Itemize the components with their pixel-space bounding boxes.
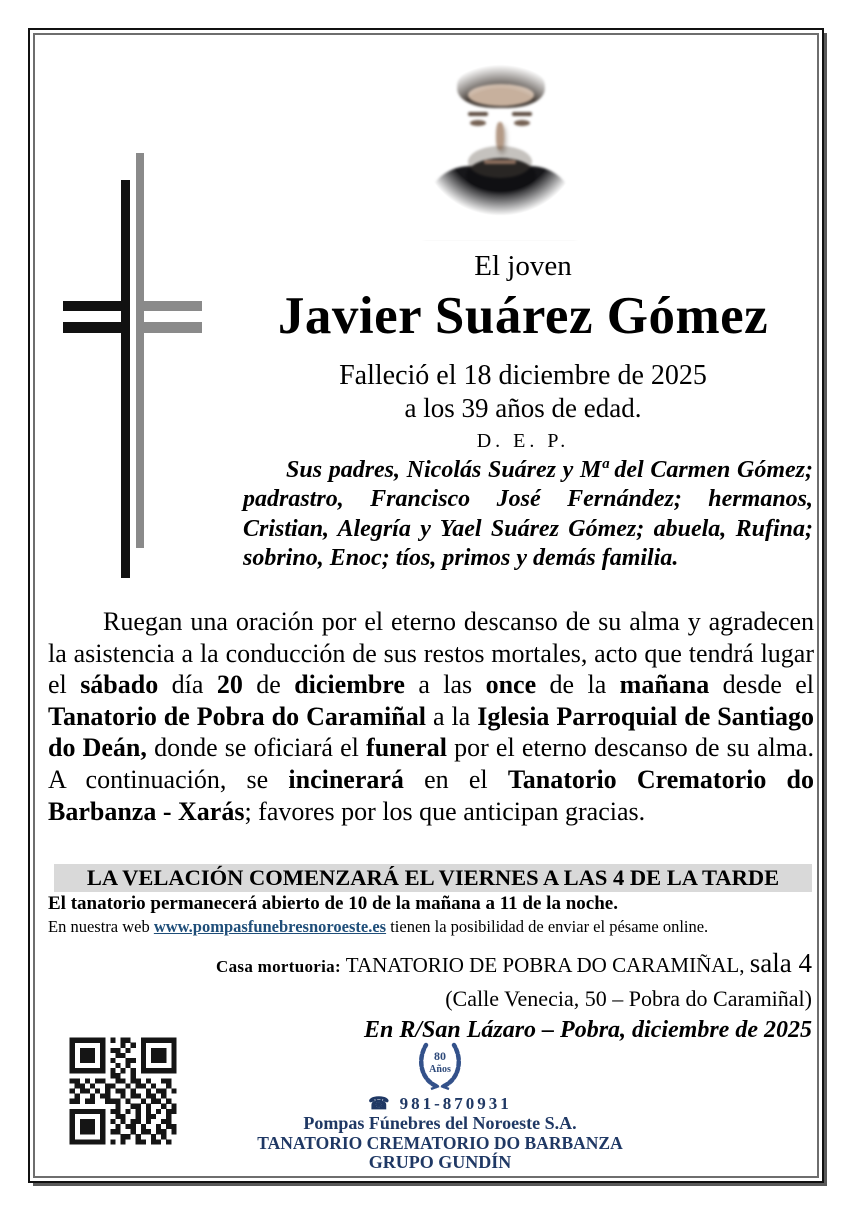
announcement-bold-segment: incinerará [288, 764, 404, 794]
cross-gray-vertical [136, 153, 144, 548]
company-name: Pompas Fúnebres del Noroeste S.A. [303, 1113, 577, 1133]
announcement-segment: donde se oficiará el [146, 733, 367, 763]
announcement-bold-segment: Tanatorio Crematorio do Barbanza - Xarás [48, 764, 814, 826]
qr-code [62, 1030, 184, 1152]
cross-gray-arm-bottom [136, 322, 202, 333]
badge-number: 80 [434, 1049, 446, 1063]
announcement-paragraph [48, 606, 814, 827]
cross-black-vertical [121, 180, 130, 578]
announcement-bold-segment: sábado [80, 670, 159, 700]
announcement-bold-segment: mañana [619, 670, 710, 700]
announcement-segment: a la [425, 701, 478, 731]
web-prefix: En nuestra web [48, 917, 154, 936]
anniversary-badge-icon [409, 1036, 471, 1092]
announcement-segment: de la [536, 670, 620, 700]
family-paragraph: Sus padres, Nicolás Suárez y Mª del Carmen Gómez; padrastro, Francisco José Fernández; hermanos, Cristian, Alegría y Yael Suárez Gómez; abuela, Rufina; sobrino, Enoc; tíos, primos y demás familia. [243, 457, 813, 571]
death-date-line: Falleció el 18 diciembre de 2025 [339, 360, 707, 391]
announcement-segment: ; favores por los que anticipan gracias. [244, 796, 646, 826]
announcement-segment: a las [404, 670, 486, 700]
cross-gray-arm-top [136, 301, 202, 311]
announcement-segment: Ruegan una oración por el eterno descanso de su alma y agradecen la asistencia a la conducción de sus restos mortales, acto que tendrá lugar el [48, 607, 814, 700]
company-line2: TANATORIO CREMATORIO DO BARBANZA [257, 1132, 623, 1153]
phone-icon: ☎ [368, 1094, 393, 1113]
deceased-name: Javier Suárez Gómez [277, 287, 769, 345]
web-condolences-line [48, 917, 708, 937]
funeral-home-block [240, 1036, 640, 1173]
announcement-segment: en el [403, 764, 508, 794]
announcement-bold-segment: 20 [216, 670, 243, 700]
cross-icon [0, 0, 260, 620]
announcement-segment: de [242, 670, 295, 700]
portrait-vignette [406, 48, 595, 240]
announcement-bold-segment: Iglesia Parroquial de Santiago do Deán, [48, 701, 815, 763]
website-link[interactable]: www.pompasfunebresnoroeste.es [153, 917, 387, 936]
phone-line [240, 1094, 640, 1114]
announcement-bold-segment: funeral [366, 733, 447, 763]
age-line: a los 39 años de edad. [404, 393, 642, 423]
announcement-bold-segment: diciembre [294, 670, 405, 700]
announcement-bold-segment: Tanatorio de Pobra do Caramiñal [48, 701, 426, 731]
phone-number: 981-870931 [399, 1094, 512, 1113]
cross-black-arm-top [63, 301, 130, 311]
place-dateline: En R/San Lázaro – Pobra, diciembre de 2025 [363, 1017, 812, 1043]
announcement-segment: por el eterno descanso de su alma. A continuación, se [48, 733, 814, 794]
announcement-bold-segment: once [485, 670, 537, 700]
qr-code-graphic [62, 1030, 184, 1152]
mortuary-venue: TANATORIO DE POBRA DO CARAMIÑAL, [340, 953, 750, 977]
deceased-portrait [408, 50, 593, 238]
mortuary-address: (Calle Venecia, 50 – Pobra do Caramiñal) [445, 986, 812, 1011]
company-line3: GRUPO GUNDÍN [368, 1152, 512, 1172]
mortuary-hours-line: El tanatorio permanecerá abierto de 10 de la mañana a 11 de la noche. [48, 893, 618, 914]
badge-word: Años [429, 1064, 451, 1075]
announcement-segment: día [158, 670, 217, 700]
web-suffix: tienen la posibilidad de enviar el pésame online. [386, 917, 709, 936]
mortuary-room: sala 4 [749, 948, 812, 978]
mortuary-venue-line [72, 946, 812, 984]
dep-abbreviation: D. E. P. [476, 430, 570, 452]
pre-title: El joven [474, 250, 572, 282]
wake-highlight-banner: LA VELACIÓN COMENZARÁ EL VIERNES A LAS 4 DE LA TARDE [54, 864, 812, 892]
mortuary-label: Casa mortuoria: [216, 957, 341, 976]
announcement-segment: desde el [709, 670, 815, 700]
cross-black-arm-bottom [63, 322, 130, 333]
